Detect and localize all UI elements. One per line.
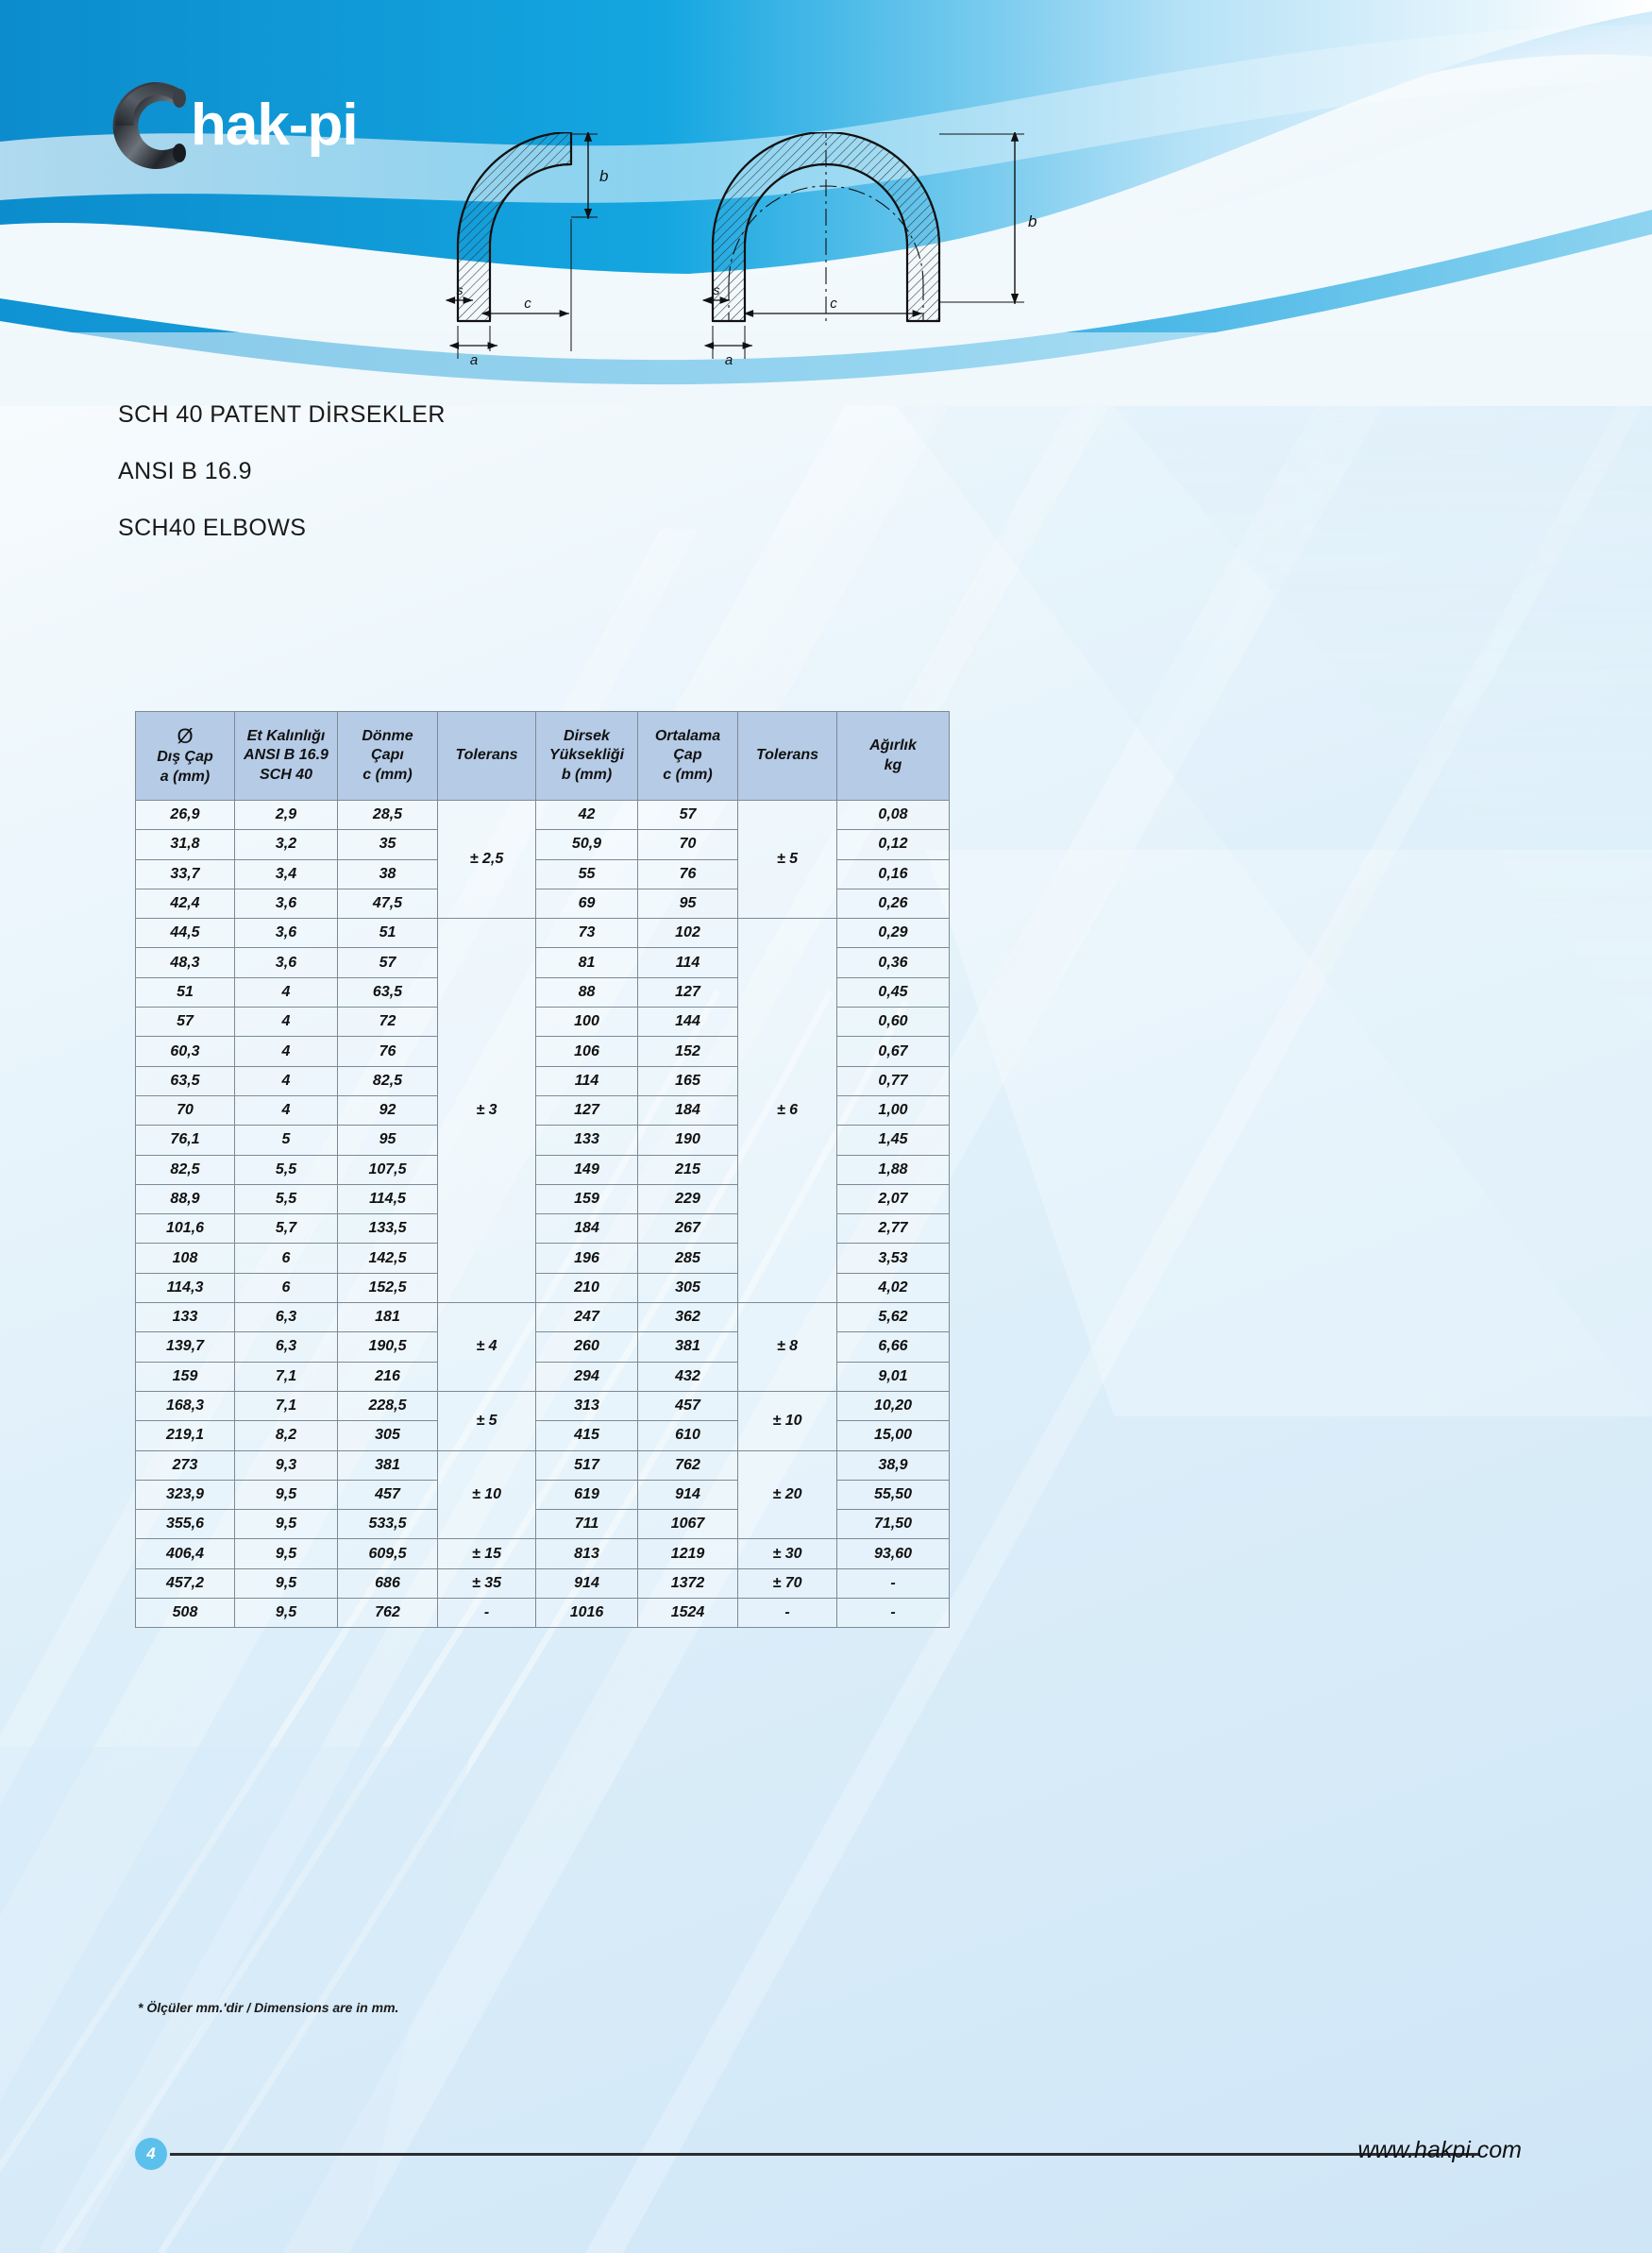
cell-outer-diameter: 88,9 (136, 1184, 235, 1213)
cell-turn-diameter: 152,5 (338, 1273, 438, 1302)
cell-tolerance-right: ± 20 (738, 1450, 837, 1539)
cell-mean-diameter: 1219 (638, 1539, 738, 1568)
cell-wall-thickness: 9,5 (235, 1599, 338, 1628)
cell-mean-diameter: 144 (638, 1008, 738, 1037)
cell-elbow-height: 1016 (536, 1599, 638, 1628)
cell-turn-diameter: 190,5 (338, 1332, 438, 1362)
table-row (136, 1303, 950, 1332)
cell-turn-diameter: 72 (338, 1008, 438, 1037)
cell-weight: 0,67 (837, 1037, 950, 1066)
cell-turn-diameter: 38 (338, 859, 438, 889)
cell-weight: 1,45 (837, 1126, 950, 1155)
cell-elbow-height: 106 (536, 1037, 638, 1066)
cell-tolerance-left: ± 4 (438, 1303, 536, 1392)
cell-tolerance-left: ± 10 (438, 1450, 536, 1539)
cell-elbow-height: 260 (536, 1332, 638, 1362)
cell-turn-diameter: 133,5 (338, 1214, 438, 1244)
cell-elbow-height: 81 (536, 948, 638, 977)
table-body (136, 801, 950, 1628)
col-mean-diameter-l2: Çap (673, 747, 702, 764)
cell-turn-diameter: 63,5 (338, 977, 438, 1007)
cell-outer-diameter: 508 (136, 1599, 235, 1628)
cell-tolerance-left: ± 15 (438, 1539, 536, 1568)
col-elbow-height-l3: b (mm) (561, 766, 613, 783)
cell-turn-diameter: 533,5 (338, 1510, 438, 1539)
cell-mean-diameter: 70 (638, 830, 738, 859)
cell-wall-thickness: 5,5 (235, 1184, 338, 1213)
cell-outer-diameter: 51 (136, 977, 235, 1007)
cell-mean-diameter: 285 (638, 1244, 738, 1273)
table-row (136, 801, 950, 830)
cell-wall-thickness: 3,2 (235, 830, 338, 859)
cell-tolerance-right: ± 10 (738, 1391, 837, 1450)
cell-tolerance-left: - (438, 1599, 536, 1628)
col-mean-diameter-l1: Ortalama (654, 727, 721, 744)
cell-wall-thickness: 9,5 (235, 1539, 338, 1568)
cell-elbow-height: 517 (536, 1450, 638, 1480)
cell-wall-thickness: 7,1 (235, 1391, 338, 1420)
col-tolerance-right (738, 712, 837, 801)
cell-tolerance-right: ± 5 (738, 801, 837, 919)
cell-elbow-height: 149 (536, 1155, 638, 1184)
cell-elbow-height: 619 (536, 1480, 638, 1509)
cell-weight: 0,29 (837, 919, 950, 948)
cell-weight: 0,60 (837, 1008, 950, 1037)
cell-elbow-height: 247 (536, 1303, 638, 1332)
cell-wall-thickness: 3,6 (235, 948, 338, 977)
svg-text:a: a (469, 352, 479, 368)
col-mean-diameter (638, 712, 738, 801)
cell-elbow-height: 813 (536, 1539, 638, 1568)
cell-tolerance-left: ± 3 (438, 919, 536, 1303)
cell-mean-diameter: 215 (638, 1155, 738, 1184)
col-wall-thickness-l3: SCH 40 (259, 766, 313, 783)
cell-weight: 0,45 (837, 977, 950, 1007)
cell-elbow-height: 210 (536, 1273, 638, 1302)
cell-outer-diameter: 76,1 (136, 1126, 235, 1155)
cell-tolerance-left: ± 5 (438, 1391, 536, 1450)
cell-elbow-height: 313 (536, 1391, 638, 1420)
cell-elbow-height: 88 (536, 977, 638, 1007)
col-tolerance-left-label: Tolerans (455, 747, 518, 764)
col-outer-diameter (136, 712, 235, 801)
svg-text:s: s (456, 282, 464, 297)
col-weight-l1: Ağırlık (869, 737, 917, 754)
footer-divider (170, 2153, 1480, 2156)
cell-weight: 6,66 (837, 1332, 950, 1362)
cell-turn-diameter: 305 (338, 1421, 438, 1450)
cell-outer-diameter: 70 (136, 1095, 235, 1125)
col-turn-diameter (338, 712, 438, 801)
cell-mean-diameter: 190 (638, 1126, 738, 1155)
cell-wall-thickness: 6,3 (235, 1303, 338, 1332)
cell-outer-diameter: 168,3 (136, 1391, 235, 1420)
cell-weight: 38,9 (837, 1450, 950, 1480)
cell-weight: 0,77 (837, 1066, 950, 1095)
cell-wall-thickness: 7,1 (235, 1362, 338, 1391)
cell-wall-thickness: 4 (235, 977, 338, 1007)
col-weight-l2: kg (884, 756, 902, 773)
cell-outer-diameter: 31,8 (136, 830, 235, 859)
cell-wall-thickness: 9,5 (235, 1480, 338, 1509)
cell-tolerance-right: ± 70 (738, 1568, 837, 1598)
table-row (136, 1450, 950, 1480)
table-row (136, 1391, 950, 1420)
elbow-pipe-c-logo-icon (94, 70, 196, 181)
cell-tolerance-right: ± 30 (738, 1539, 837, 1568)
cell-outer-diameter: 42,4 (136, 889, 235, 918)
cell-weight: 93,60 (837, 1539, 950, 1568)
cell-mean-diameter: 457 (638, 1391, 738, 1420)
cell-wall-thickness: 9,3 (235, 1450, 338, 1480)
cell-turn-diameter: 686 (338, 1568, 438, 1598)
cell-elbow-height: 114 (536, 1066, 638, 1095)
col-tolerance-right-label: Tolerans (755, 747, 819, 764)
cell-turn-diameter: 57 (338, 948, 438, 977)
cell-outer-diameter: 44,5 (136, 919, 235, 948)
col-elbow-height-l1: Dirsek (564, 727, 610, 744)
cell-wall-thickness: 4 (235, 1037, 338, 1066)
cell-wall-thickness: 9,5 (235, 1568, 338, 1598)
cell-wall-thickness: 5,7 (235, 1214, 338, 1244)
cell-elbow-height: 73 (536, 919, 638, 948)
svg-text:c: c (524, 296, 531, 312)
cell-mean-diameter: 76 (638, 859, 738, 889)
cell-mean-diameter: 95 (638, 889, 738, 918)
col-mean-diameter-l3: c (mm) (663, 766, 713, 783)
cell-wall-thickness: 5 (235, 1126, 338, 1155)
brand-name: hak-pi (191, 92, 358, 158)
spec-table-wrapper (135, 711, 949, 1628)
cell-turn-diameter: 82,5 (338, 1066, 438, 1095)
cell-mean-diameter: 1524 (638, 1599, 738, 1628)
title-line-2: ANSI B 16.9 (118, 458, 252, 484)
cell-turn-diameter: 762 (338, 1599, 438, 1628)
svg-text:c: c (830, 296, 837, 312)
svg-text:a: a (724, 352, 733, 368)
col-turn-diameter-l3: c (mm) (362, 766, 413, 783)
cell-turn-diameter: 181 (338, 1303, 438, 1332)
cell-weight: 5,62 (837, 1303, 950, 1332)
cell-wall-thickness: 6 (235, 1273, 338, 1302)
cell-tolerance-left: ± 2,5 (438, 801, 536, 919)
col-elbow-height-l2: Yüksekliği (548, 747, 625, 764)
title-line-3: SCH40 ELBOWS (118, 515, 307, 541)
cell-weight: 3,53 (837, 1244, 950, 1273)
cell-mean-diameter: 610 (638, 1421, 738, 1450)
table-row (136, 919, 950, 948)
cell-outer-diameter: 139,7 (136, 1332, 235, 1362)
cell-turn-diameter: 107,5 (338, 1155, 438, 1184)
svg-text:s: s (713, 282, 720, 297)
cell-mean-diameter: 127 (638, 977, 738, 1007)
table-footnote: * Ölçüler mm.'dir / Dimensions are in mm. (138, 2000, 399, 2015)
cell-outer-diameter: 33,7 (136, 859, 235, 889)
table-row (136, 1568, 950, 1598)
cell-elbow-height: 159 (536, 1184, 638, 1213)
cell-weight: - (837, 1568, 950, 1598)
cell-mean-diameter: 305 (638, 1273, 738, 1302)
col-wall-thickness (235, 712, 338, 801)
cell-outer-diameter: 273 (136, 1450, 235, 1480)
cell-weight: 0,26 (837, 889, 950, 918)
cell-mean-diameter: 165 (638, 1066, 738, 1095)
cell-tolerance-right: - (738, 1599, 837, 1628)
col-outer-diameter-l1: Dış Çap (157, 749, 213, 766)
cell-wall-thickness: 8,2 (235, 1421, 338, 1450)
cell-wall-thickness: 9,5 (235, 1510, 338, 1539)
cell-mean-diameter: 1372 (638, 1568, 738, 1598)
title-line-1: SCH 40 PATENT DİRSEKLER (118, 401, 446, 428)
cell-elbow-height: 914 (536, 1568, 638, 1598)
brand-logo (94, 71, 358, 179)
cell-turn-diameter: 76 (338, 1037, 438, 1066)
cell-turn-diameter: 92 (338, 1095, 438, 1125)
cell-weight: 1,00 (837, 1095, 950, 1125)
cell-elbow-height: 294 (536, 1362, 638, 1391)
cell-wall-thickness: 2,9 (235, 801, 338, 830)
cell-turn-diameter: 228,5 (338, 1391, 438, 1420)
cell-elbow-height: 127 (536, 1095, 638, 1125)
cell-mean-diameter: 102 (638, 919, 738, 948)
cell-turn-diameter: 457 (338, 1480, 438, 1509)
table-row (136, 1539, 950, 1568)
cell-weight: 0,08 (837, 801, 950, 830)
cell-mean-diameter: 267 (638, 1214, 738, 1244)
cell-turn-diameter: 609,5 (338, 1539, 438, 1568)
cell-turn-diameter: 381 (338, 1450, 438, 1480)
cell-weight: 0,12 (837, 830, 950, 859)
cell-weight: 71,50 (837, 1510, 950, 1539)
technical-drawings (430, 132, 1487, 406)
cell-wall-thickness: 3,6 (235, 919, 338, 948)
cell-tolerance-right: ± 6 (738, 919, 837, 1303)
cell-elbow-height: 196 (536, 1244, 638, 1273)
svg-text:b: b (599, 167, 609, 185)
cell-mean-diameter: 57 (638, 801, 738, 830)
cell-elbow-height: 100 (536, 1008, 638, 1037)
cell-turn-diameter: 95 (338, 1126, 438, 1155)
cell-outer-diameter: 355,6 (136, 1510, 235, 1539)
cell-mean-diameter: 152 (638, 1037, 738, 1066)
cell-mean-diameter: 184 (638, 1095, 738, 1125)
table-row (136, 1599, 950, 1628)
cell-elbow-height: 133 (536, 1126, 638, 1155)
cell-weight: 55,50 (837, 1480, 950, 1509)
cell-tolerance-right: ± 8 (738, 1303, 837, 1392)
cell-turn-diameter: 28,5 (338, 801, 438, 830)
cell-weight: 1,88 (837, 1155, 950, 1184)
cell-mean-diameter: 432 (638, 1362, 738, 1391)
cell-weight: 2,77 (837, 1214, 950, 1244)
cell-wall-thickness: 4 (235, 1008, 338, 1037)
cell-weight: 2,07 (837, 1184, 950, 1213)
cell-wall-thickness: 6,3 (235, 1332, 338, 1362)
cell-elbow-height: 55 (536, 859, 638, 889)
cell-weight: 9,01 (837, 1362, 950, 1391)
cell-mean-diameter: 1067 (638, 1510, 738, 1539)
cell-wall-thickness: 4 (235, 1095, 338, 1125)
cell-turn-diameter: 114,5 (338, 1184, 438, 1213)
col-wall-thickness-l2: ANSI B 16.9 (244, 747, 329, 764)
return-bend-180-drawing (703, 132, 1037, 368)
cell-wall-thickness: 6 (235, 1244, 338, 1273)
cell-turn-diameter: 142,5 (338, 1244, 438, 1273)
elbow-90-drawing (447, 132, 608, 368)
cell-wall-thickness: 5,5 (235, 1155, 338, 1184)
cell-turn-diameter: 216 (338, 1362, 438, 1391)
cell-outer-diameter: 457,2 (136, 1568, 235, 1598)
cell-mean-diameter: 229 (638, 1184, 738, 1213)
cell-elbow-height: 184 (536, 1214, 638, 1244)
elbow-spec-table (135, 711, 950, 1628)
col-tolerance-left (438, 712, 536, 801)
svg-text:b: b (1028, 212, 1037, 230)
cell-outer-diameter: 82,5 (136, 1155, 235, 1184)
cell-mean-diameter: 762 (638, 1450, 738, 1480)
cell-outer-diameter: 57 (136, 1008, 235, 1037)
cell-outer-diameter: 219,1 (136, 1421, 235, 1450)
cell-elbow-height: 50,9 (536, 830, 638, 859)
cell-elbow-height: 69 (536, 889, 638, 918)
page-number-badge: 4 (135, 2138, 167, 2170)
cell-wall-thickness: 4 (235, 1066, 338, 1095)
cell-elbow-height: 415 (536, 1421, 638, 1450)
table-header-row (136, 712, 950, 801)
cell-mean-diameter: 362 (638, 1303, 738, 1332)
col-elbow-height (536, 712, 638, 801)
cell-outer-diameter: 26,9 (136, 801, 235, 830)
cell-turn-diameter: 35 (338, 830, 438, 859)
cell-outer-diameter: 108 (136, 1244, 235, 1273)
col-weight (837, 712, 950, 801)
cell-weight: - (837, 1599, 950, 1628)
cell-elbow-height: 711 (536, 1510, 638, 1539)
cell-outer-diameter: 60,3 (136, 1037, 235, 1066)
diameter-symbol-icon: Ø (177, 723, 194, 748)
cell-weight: 10,20 (837, 1391, 950, 1420)
cell-tolerance-left: ± 35 (438, 1568, 536, 1598)
cell-outer-diameter: 114,3 (136, 1273, 235, 1302)
cell-elbow-height: 42 (536, 801, 638, 830)
cell-outer-diameter: 101,6 (136, 1214, 235, 1244)
col-wall-thickness-l1: Et Kalınlığı (246, 727, 326, 744)
page-title (118, 401, 446, 571)
cell-turn-diameter: 47,5 (338, 889, 438, 918)
cell-outer-diameter: 406,4 (136, 1539, 235, 1568)
cell-mean-diameter: 381 (638, 1332, 738, 1362)
cell-mean-diameter: 114 (638, 948, 738, 977)
cell-weight: 0,36 (837, 948, 950, 977)
cell-mean-diameter: 914 (638, 1480, 738, 1509)
col-outer-diameter-l2: a (mm) (160, 768, 211, 785)
cell-outer-diameter: 323,9 (136, 1480, 235, 1509)
cell-outer-diameter: 133 (136, 1303, 235, 1332)
cell-outer-diameter: 48,3 (136, 948, 235, 977)
cell-turn-diameter: 51 (338, 919, 438, 948)
col-turn-diameter-l1: Dönme (362, 727, 413, 744)
cell-weight: 15,00 (837, 1421, 950, 1450)
website-url[interactable]: www.hakpi.com (1357, 2137, 1522, 2163)
cell-wall-thickness: 3,6 (235, 889, 338, 918)
cell-outer-diameter: 159 (136, 1362, 235, 1391)
cell-weight: 0,16 (837, 859, 950, 889)
cell-weight: 4,02 (837, 1273, 950, 1302)
cell-wall-thickness: 3,4 (235, 859, 338, 889)
cell-outer-diameter: 63,5 (136, 1066, 235, 1095)
col-turn-diameter-l2: Çapı (371, 747, 404, 764)
